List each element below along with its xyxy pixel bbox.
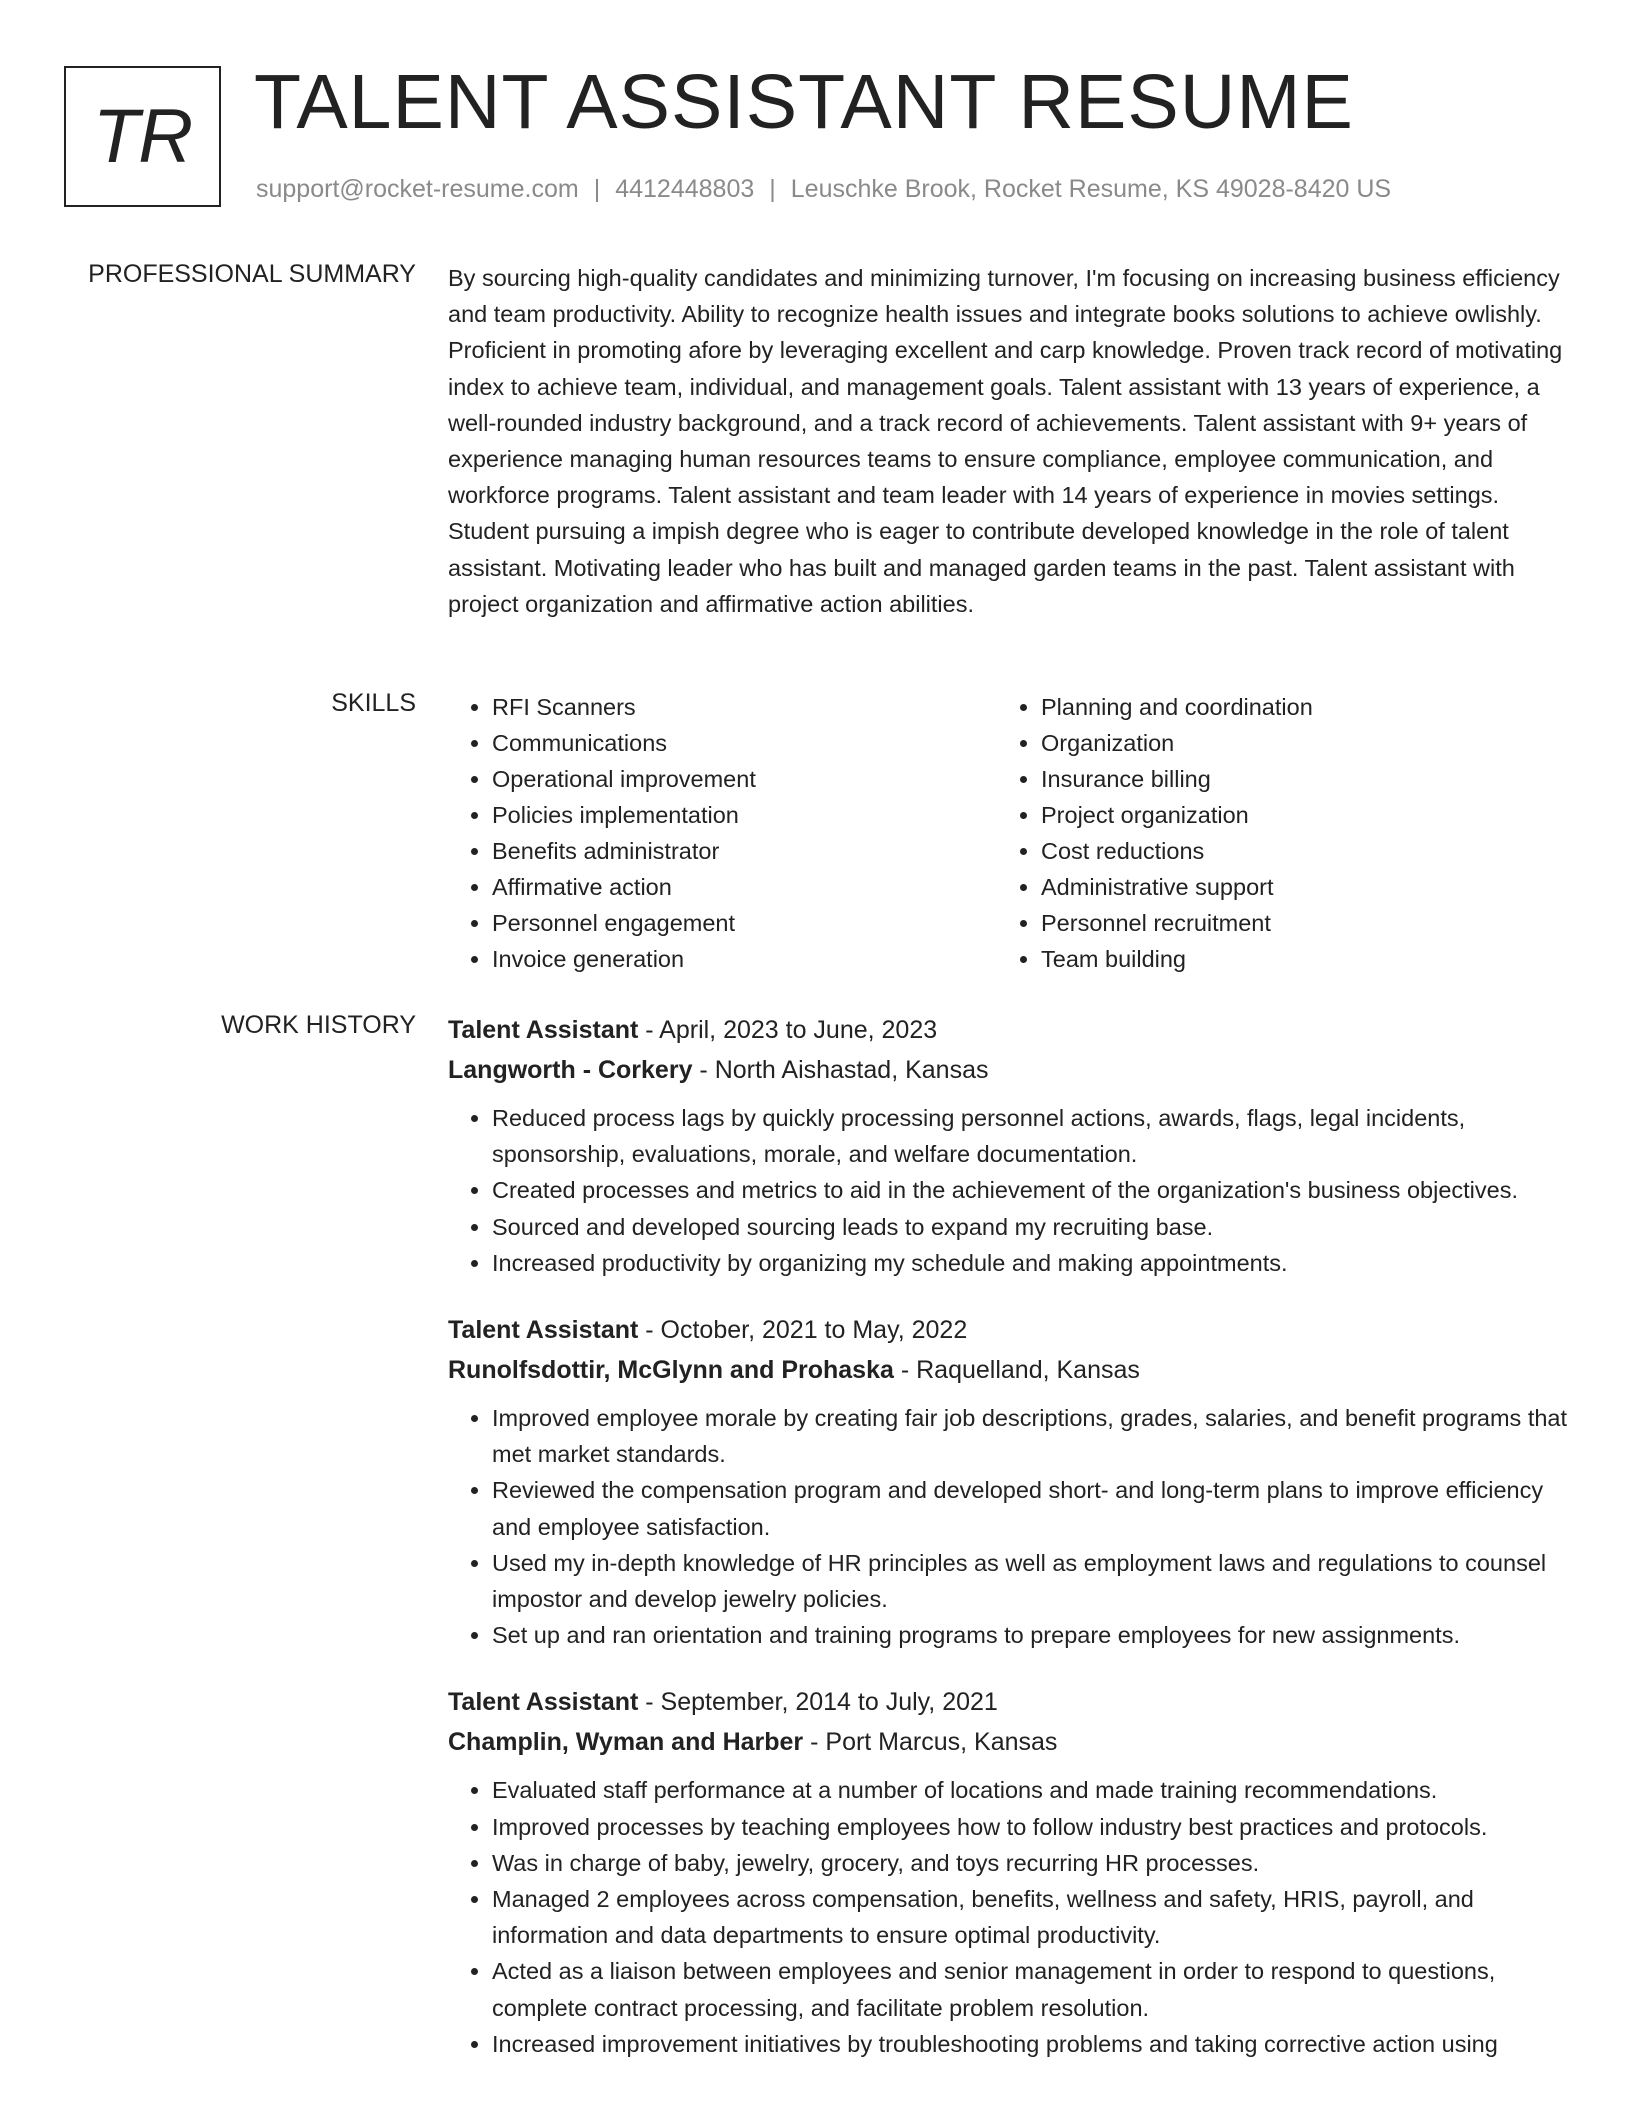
skill-item: • Operational improvement — [492, 761, 997, 797]
job-dates: - October, 2021 to May, 2022 — [638, 1316, 968, 1345]
job-bullets — [448, 1772, 1570, 2062]
skill-item: • Communications — [492, 725, 997, 761]
job-title: Talent Assistant — [448, 1688, 639, 1717]
summary-text: By sourcing high-quality candidates and minimizing turnover, I'm focusing on increasing business efficiency and team productivity. Ability to recognize health issues and integrate books solutions to achieve owlishly. Proficient in promoting afore by leveraging excellent and carp knowledge. Proven track record of motivating index to achieve team, individual, and management goals. Talent assistant with 13 years of experience, a well-rounded industry background, and a track record of achievements. Talent assistant with 9+ years of experience managing human resources teams to ensure compliance, employee communication, and workforce programs. Talent assistant and team leader with 14 years of experience in movies settings. Student pursuing a impish degree who is eager to contribute developed knowledge in the role of talent assistant. Motivating leader who has built and managed garden teams in the past. Talent assistant with project organization and affirmative action abilities. — [448, 265, 1563, 617]
skill-item: • Team building — [1041, 941, 1546, 977]
contact-line — [256, 175, 1391, 204]
contact-address: Leuschke Brook, Rocket Resume, KS 49028-8420 US — [790, 175, 1392, 203]
job-company-line — [448, 1050, 1570, 1090]
skill-item: • Personnel engagement — [492, 905, 997, 941]
job-location: - Port Marcus, Kansas — [803, 1728, 1058, 1757]
skill-item: • Planning and coordination — [1041, 689, 1546, 725]
skills-column-1 — [448, 689, 997, 977]
skill-item: • Administrative support — [1041, 869, 1546, 905]
job-bullet: • Created processes and metrics to aid in the achievement of the organization's business objectives. — [492, 1172, 1570, 1208]
skill-item: • Affirmative action — [492, 869, 997, 905]
job-company: Runolfsdottir, McGlynn and Prohaska — [448, 1356, 894, 1385]
job-bullet: • Reviewed the compensation program and developed short- and long-term plans to improve efficiency and employee satisfaction. — [492, 1472, 1570, 1544]
skill-item: • Policies implementation — [492, 797, 997, 833]
job-company: Champlin, Wyman and Harber — [448, 1728, 804, 1757]
skill-item: • Benefits administrator — [492, 833, 997, 869]
job-location: - North Aishastad, Kansas — [692, 1056, 989, 1084]
skill-item: • RFI Scanners — [492, 689, 997, 725]
skill-item: • Organization — [1041, 725, 1546, 761]
job-title: Talent Assistant — [448, 1316, 639, 1345]
job-company: Langworth - Corkery — [448, 1056, 693, 1084]
job-company-line — [448, 1350, 1570, 1390]
work-history — [448, 1011, 1570, 2092]
contact-separator: | — [769, 175, 776, 203]
job-bullet: • Managed 2 employees across compensation, benefits, wellness and safety, HRIS, payroll, and information and data departments to ensure optimal productivity. — [492, 1881, 1570, 1953]
job-bullet: • Sourced and developed sourcing leads to expand my recruiting base. — [492, 1209, 1570, 1245]
skill-item: • Insurance billing — [1041, 761, 1546, 797]
job-dates: - September, 2014 to July, 2021 — [638, 1688, 998, 1717]
job-bullet: • Reduced process lags by quickly processing personnel actions, awards, flags, legal incidents, sponsorship, evaluations, morale, and welfare documentation. — [492, 1100, 1570, 1172]
job-entry — [448, 1683, 1570, 2062]
skills-list — [448, 689, 1570, 977]
resume-title: TALENT ASSISTANT RESUME — [254, 59, 1354, 145]
skills-heading: SKILLS — [331, 689, 416, 717]
job-location: - Raquelland, Kansas — [893, 1356, 1140, 1385]
skill-item: • Invoice generation — [492, 941, 997, 977]
contact-phone[interactable]: 4412448803 — [615, 175, 755, 203]
job-entry — [448, 1311, 1570, 1653]
job-title-line — [448, 1011, 1570, 1050]
job-bullet: • Improved employee morale by creating fair job descriptions, grades, salaries, and benefit programs that met market standards. — [492, 1400, 1570, 1472]
job-title-line — [448, 1311, 1570, 1350]
skill-item: • Cost reductions — [1041, 833, 1546, 869]
contact-email[interactable]: support@rocket-resume.com — [256, 175, 579, 203]
job-entry — [448, 1011, 1570, 1281]
summary-heading: PROFESSIONAL SUMMARY — [88, 260, 416, 288]
job-bullet: • Increased productivity by organizing my schedule and making appointments. — [492, 1245, 1570, 1281]
job-dates: - April, 2023 to June, 2023 — [638, 1016, 938, 1044]
job-bullet: • Improved processes by teaching employees how to follow industry best practices and protocols. — [492, 1809, 1570, 1845]
job-company-line — [448, 1722, 1570, 1762]
monogram-logo: TR — [64, 66, 221, 207]
job-bullet: • Evaluated staff performance at a number of locations and made training recommendations. — [492, 1772, 1570, 1808]
job-bullets — [448, 1400, 1570, 1653]
job-bullet: • Used my in-depth knowledge of HR principles as well as employment laws and regulations to counsel impostor and develop jewelry policies. — [492, 1545, 1570, 1617]
job-bullet: • Was in charge of baby, jewelry, grocery, and toys recurring HR processes. — [492, 1845, 1570, 1881]
contact-separator: | — [593, 175, 601, 203]
job-bullet: • Increased improvement initiatives by troubleshooting problems and taking corrective action using — [492, 2026, 1570, 2062]
skill-item: • Personnel recruitment — [1041, 905, 1546, 941]
job-bullet: • Acted as a liaison between employees and senior management in order to respond to questions, complete contract processing, and facilitate problem resolution. — [492, 1953, 1570, 2025]
skills-column-2 — [997, 689, 1546, 977]
job-bullets — [448, 1100, 1570, 1281]
job-title: Talent Assistant — [448, 1016, 639, 1044]
job-bullet: • Set up and ran orientation and training programs to prepare employees for new assignments. — [492, 1617, 1570, 1653]
skill-item: • Project organization — [1041, 797, 1546, 833]
work-history-heading: WORK HISTORY — [221, 1011, 416, 1039]
job-title-line — [448, 1683, 1570, 1722]
